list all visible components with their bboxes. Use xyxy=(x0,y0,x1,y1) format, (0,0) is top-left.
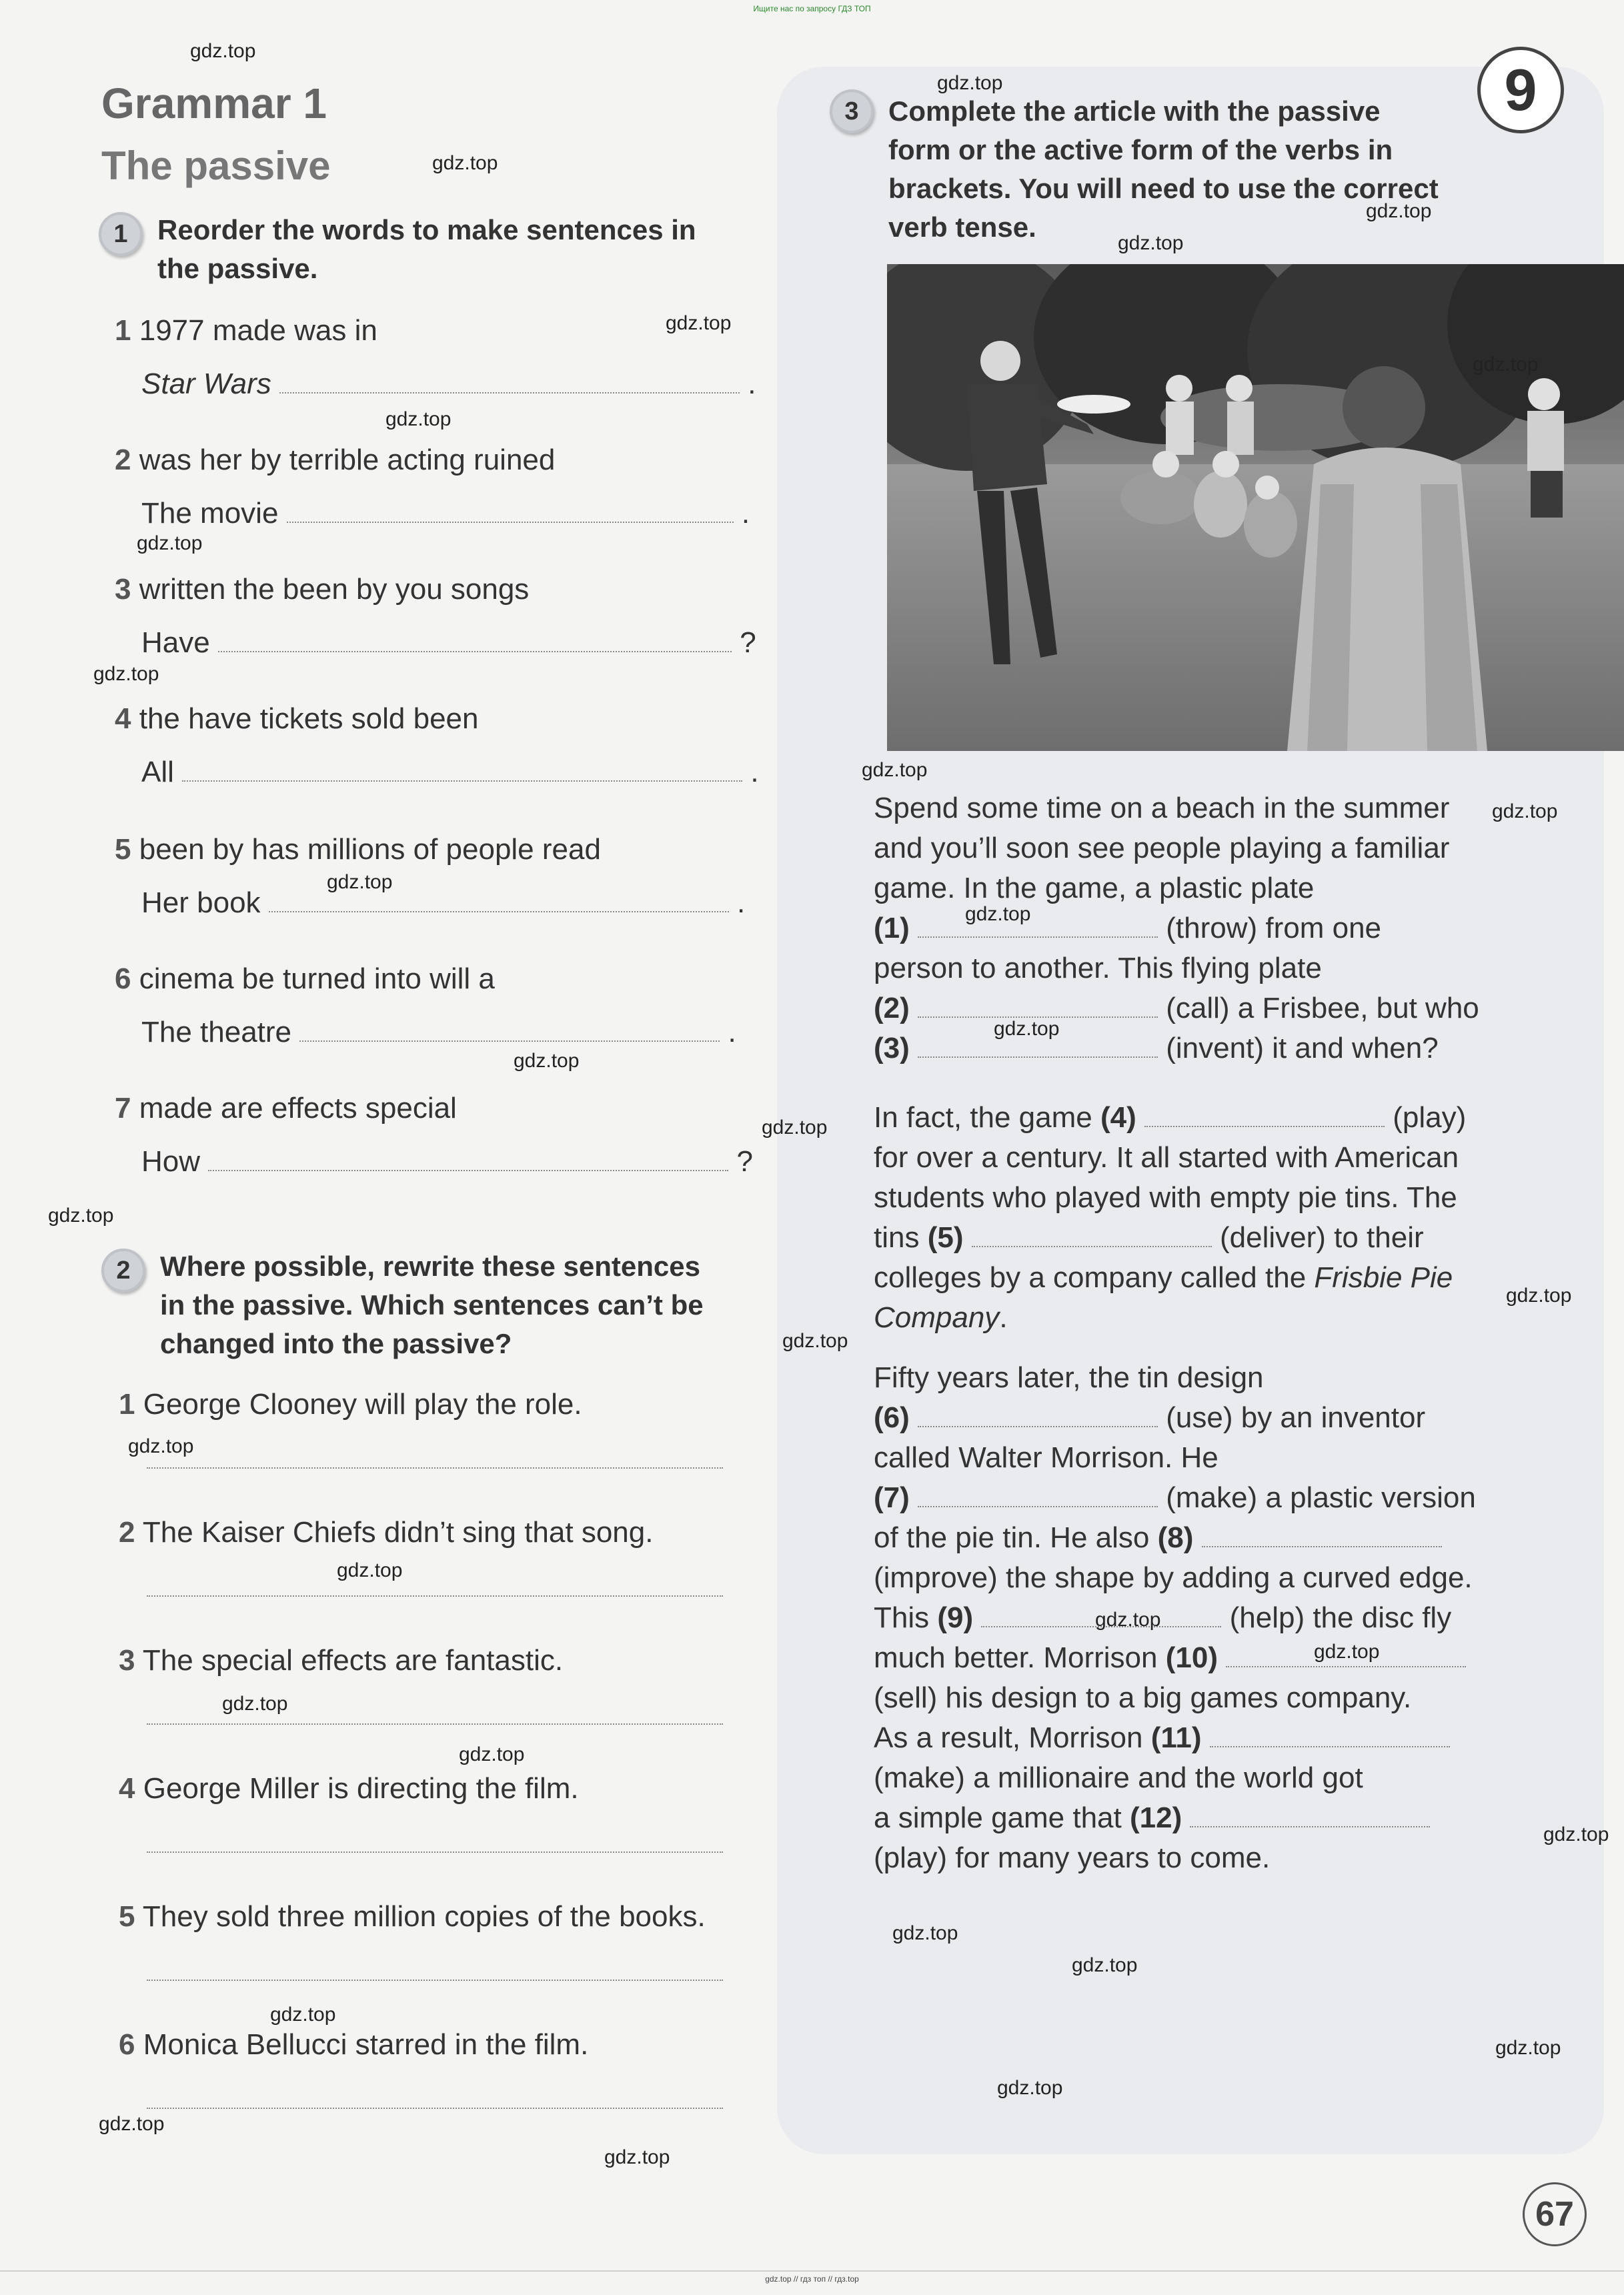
watermark: gdz.top xyxy=(337,1559,403,1581)
answer-line[interactable]: The theatre . xyxy=(141,1016,736,1048)
exercise-item-prompt: 6 cinema be turned into will a xyxy=(115,962,495,995)
exercise-item-prompt: 4 the have tickets sold been xyxy=(115,702,479,735)
watermark: gdz.top xyxy=(1506,1285,1572,1307)
watermark: gdz.top xyxy=(997,2077,1063,2099)
exercise-item-prompt: 5 They sold three million copies of the books. xyxy=(119,1900,706,1933)
watermark: gdz.top xyxy=(762,1116,828,1138)
watermark: gdz.top xyxy=(994,1018,1060,1040)
watermark: gdz.top xyxy=(327,871,393,893)
exercise-2-instruction: Where possible, rewrite these sentences in the passive. Which sentences can’t be changed into the passive? xyxy=(160,1251,704,1359)
exercise-number-badge: 1 xyxy=(99,212,143,256)
article-paragraph-1: Spend some time on a beach in the summer and you’ll soon see people playing a familiar game. In the game, a plastic plate (1) (throw) from one person to another. This flying plate (2) (call) a Frisbee, but who (3) (invent) it and when? xyxy=(874,788,1561,1068)
watermark: gdz.top xyxy=(965,903,1031,925)
exercise-number-badge: 2 xyxy=(101,1249,145,1293)
answer-line[interactable]: The movie . xyxy=(141,497,750,530)
section-subtitle: The passive xyxy=(101,143,331,188)
watermark: gdz.top xyxy=(93,663,159,685)
watermark: gdz.top xyxy=(432,152,498,174)
answer-line[interactable]: Her book . xyxy=(141,886,746,919)
gap-8[interactable]: of the pie tin. He also (8) xyxy=(874,1518,1561,1558)
answer-line[interactable] xyxy=(147,1723,723,1725)
exercise-item-prompt: 1 George Clooney will play the role. xyxy=(119,1388,582,1421)
exercise-item-prompt: 4 George Miller is directing the film. xyxy=(119,1772,579,1805)
watermark: gdz.top xyxy=(862,759,928,781)
exercise-item-prompt: 1 1977 made was in xyxy=(115,314,377,347)
answer-line[interactable]: How ? xyxy=(141,1145,753,1178)
exercise-item-prompt: 7 made are effects special xyxy=(115,1092,457,1124)
answer-line[interactable]: Star Wars . xyxy=(141,367,756,400)
watermark: gdz.top xyxy=(892,1922,958,1944)
watermark: gdz.top xyxy=(1492,800,1558,822)
watermark: gdz.top xyxy=(459,1743,525,1765)
watermark: gdz.top xyxy=(1118,232,1184,254)
exercise-item-prompt: 2 was her by terrible acting ruined xyxy=(115,444,556,476)
watermark: gdz.top xyxy=(666,312,732,334)
gap-1[interactable]: (1) (throw) from one xyxy=(874,912,1382,944)
watermark: gdz.top xyxy=(937,72,1003,94)
answer-line[interactable] xyxy=(147,1851,723,1853)
article-paragraph-3: Fifty years later, the tin design (6) (use) by an inventor called Walter Morrison. He (7) (make) a plastic version of the pie tin. He also (8) (improve) the shape by adding a curved edge. This (9) (help) the disc fly much better. Morrison (10) (sell) his design to a big games company. As a result, Morrison (11) (make) a millionaire and the world got a simple game that (12) (play) for many years to come. xyxy=(874,1358,1561,1878)
watermark: gdz.top xyxy=(782,1330,848,1352)
gap-10[interactable]: much better. Morrison (10) xyxy=(874,1638,1561,1678)
watermark: gdz.top xyxy=(604,2146,670,2168)
exercise-item-prompt: 5 been by has millions of people read xyxy=(115,833,601,866)
section-title: Grammar 1 xyxy=(101,79,327,127)
frisbee-photo xyxy=(887,264,1624,751)
watermark: gdz.top xyxy=(1072,1954,1138,1976)
footer-text: gdz.top // гдз топ // гдз.top xyxy=(765,2274,859,2284)
watermark: gdz.top xyxy=(270,2004,336,2026)
watermark: gdz.top xyxy=(385,408,452,430)
article-paragraph-2: In fact, the game (4) (play) for over a century. It all started with American students who played with empty pie tins. The tins (5) (deliver) to their colleges by a company called the Frisbie Pie Company. xyxy=(874,1098,1561,1338)
watermark: gdz.top xyxy=(1366,200,1432,222)
exercise-1-instruction: Reorder the words to make sentences in the passive. xyxy=(157,214,696,284)
watermark: gdz.top xyxy=(222,1693,288,1715)
gap-9[interactable]: This (9) (help) the disc fly xyxy=(874,1601,1452,1634)
gap-4[interactable]: In fact, the game (4) (play) xyxy=(874,1101,1467,1134)
answer-line[interactable] xyxy=(147,1595,723,1597)
frisbee-photo-illustration xyxy=(887,264,1624,751)
gap-3[interactable]: (3) (invent) it and when? xyxy=(874,1032,1439,1064)
exercise-item-prompt: 2 The Kaiser Chiefs didn’t sing that song. xyxy=(119,1516,654,1549)
watermark: gdz.top xyxy=(1095,1609,1161,1631)
answer-line[interactable]: Have ? xyxy=(141,626,756,659)
watermark: gdz.top xyxy=(190,40,256,62)
footer-divider xyxy=(0,2270,1624,2272)
top-banner: Ищите нас по запросу ГДЗ ТОП xyxy=(753,4,871,13)
exercise-item-prompt: 6 Monica Bellucci starred in the film. xyxy=(119,2028,589,2061)
answer-line[interactable] xyxy=(147,1467,723,1469)
watermark: gdz.top xyxy=(1473,353,1539,375)
watermark: gdz.top xyxy=(1495,2037,1561,2059)
answer-line[interactable]: All . xyxy=(141,756,759,788)
gap-5[interactable]: tins (5) (deliver) to their xyxy=(874,1221,1424,1254)
watermark: gdz.top xyxy=(48,1205,114,1227)
gap-11[interactable]: As a result, Morrison (11) xyxy=(874,1718,1561,1758)
answer-line[interactable] xyxy=(147,1980,723,1981)
unit-number-badge: 9 xyxy=(1477,47,1564,133)
exercise-number-badge: 3 xyxy=(830,89,874,133)
exercise-item-prompt: 3 written the been by you songs xyxy=(115,573,530,606)
watermark: gdz.top xyxy=(1314,1641,1380,1663)
exercise-item-prompt: 3 The special effects are fantastic. xyxy=(119,1644,564,1677)
watermark: gdz.top xyxy=(1543,1823,1609,1845)
gap-2[interactable]: (2) (call) a Frisbee, but who xyxy=(874,992,1479,1024)
answer-line[interactable] xyxy=(147,2108,723,2109)
watermark: gdz.top xyxy=(137,532,203,554)
watermark: gdz.top xyxy=(99,2113,165,2135)
gap-6[interactable]: (6) (use) by an inventor xyxy=(874,1401,1426,1434)
page-number: 67 xyxy=(1523,2182,1587,2246)
gap-12[interactable]: a simple game that (12) xyxy=(874,1798,1561,1838)
watermark: gdz.top xyxy=(514,1050,580,1072)
gap-7[interactable]: (7) (make) a plastic version xyxy=(874,1481,1476,1514)
watermark: gdz.top xyxy=(128,1435,194,1457)
exercise-3-instruction: Complete the article with the passive form or the active form of the verbs in brackets. You will need to use the correct verb tense. xyxy=(888,95,1439,243)
